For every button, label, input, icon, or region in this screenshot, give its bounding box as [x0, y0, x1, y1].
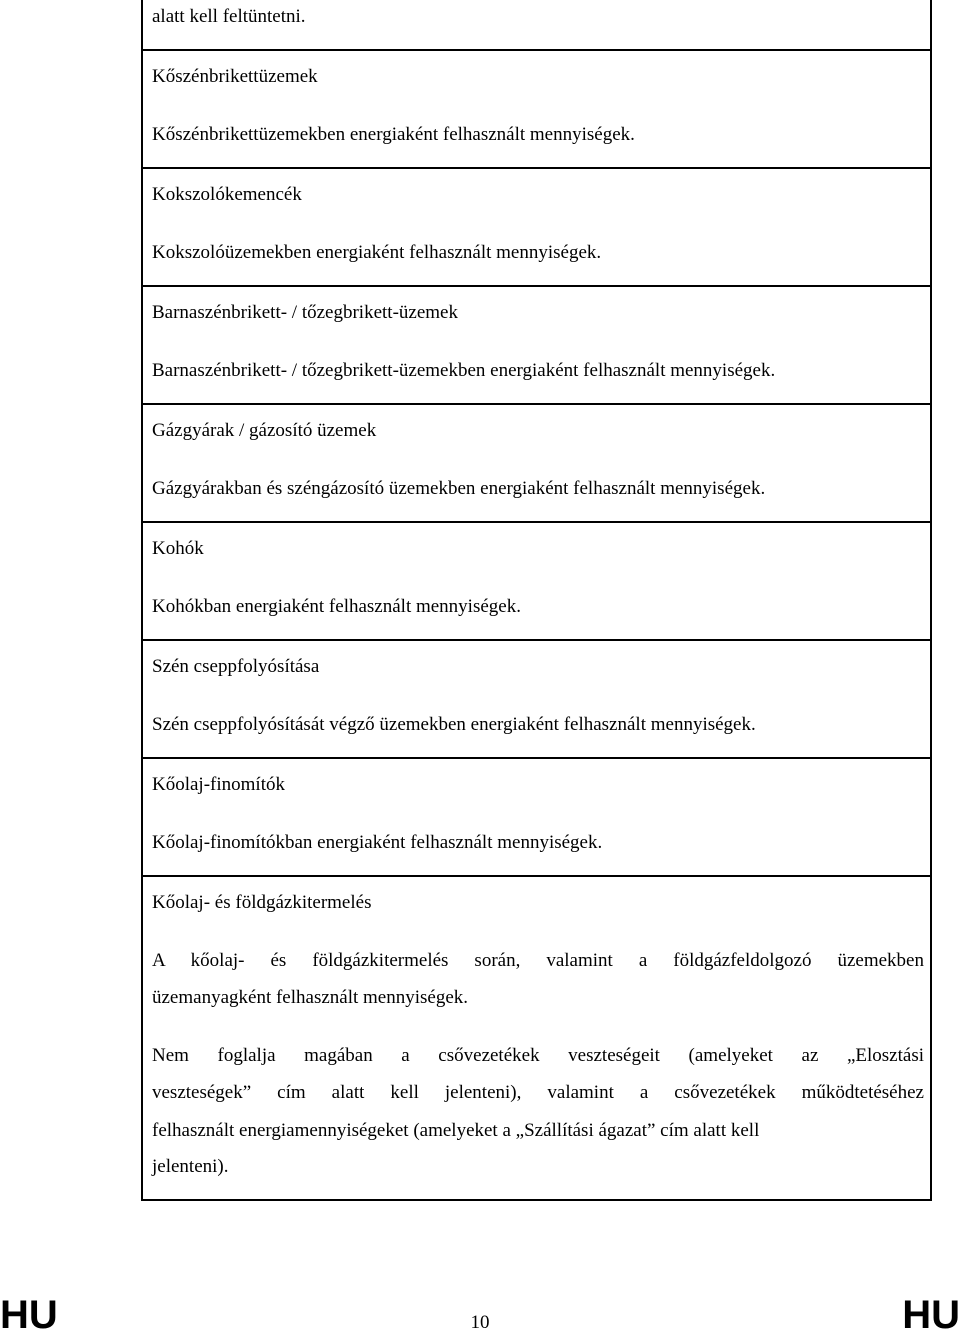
section-szen-cseppfolyositasa	[143, 639, 930, 757]
definitions-table	[141, 0, 932, 1201]
section-heading: Kokszolókemencék	[152, 184, 302, 205]
section-body: Barnaszénbrikett- / tőzegbrikett-üzemekben energiaként felhasznált mennyiségek.	[152, 360, 776, 381]
paragraph-line: A kőolaj- és földgázkitermelés során, valamint a földgázfeldolgozó üzemekben	[152, 950, 924, 971]
continuation-text: alatt kell feltüntetni.	[152, 6, 306, 27]
section-body: Kokszolóüzemekben energiaként felhasznált mennyiségek.	[152, 242, 602, 263]
footer-language-code-right: HU	[902, 1293, 960, 1337]
footer-language-code-left: HU	[0, 1293, 58, 1337]
section-body: Kőolaj-finomítókban energiaként felhasznált mennyiségek.	[152, 832, 603, 853]
section-heading: Gázgyárak / gázosító üzemek	[152, 420, 377, 441]
section-heading: Kőolaj- és földgázkitermelés	[152, 892, 372, 913]
paragraph-line: jelenteni).	[152, 1156, 229, 1177]
section-body: Szén cseppfolyósítását végző üzemekben energiaként felhasznált mennyiségek.	[152, 714, 756, 735]
section-body: Gázgyárakban és széngázosító üzemekben energiaként felhasznált mennyiségek.	[152, 478, 766, 499]
section-heading: Kohók	[152, 538, 204, 559]
paragraph-line: felhasznált energiamennyiségeket (amelyeket a „Szállítási ágazat” cím alatt kell	[152, 1120, 760, 1141]
section-koolaj-finomitok	[143, 757, 930, 875]
section-heading: Kőolaj-finomítók	[152, 774, 285, 795]
section-heading: Kőszénbrikettüzemek	[152, 66, 318, 87]
section-heading: Barnaszénbrikett- / tőzegbrikett-üzemek	[152, 302, 458, 323]
section-gazgyarak	[143, 403, 930, 521]
section-kohok	[143, 521, 930, 639]
section-barnaszenbrikett	[143, 285, 930, 403]
section-koolaj-es-foldgazkitermeles	[143, 875, 930, 1201]
paragraph-line: veszteségek” cím alatt kell jelenteni), valamint a csővezetékek működtetéséhez	[152, 1082, 924, 1103]
section-heading: Szén cseppfolyósítása	[152, 656, 320, 677]
section-kokszolokemencek	[143, 167, 930, 285]
page-number: 10	[470, 1312, 490, 1333]
paragraph-line: üzemanyagként felhasznált mennyiségek.	[152, 987, 469, 1008]
continuation-row	[143, 0, 930, 49]
section-kőszénbrikettüzemek	[143, 49, 930, 167]
section-body: Kőszénbrikettüzemekben energiaként felhasznált mennyiségek.	[152, 124, 635, 145]
paragraph-line: Nem foglalja magában a csővezetékek veszteségeit (amelyeket az „Elosztási	[152, 1045, 924, 1066]
section-body: Kohókban energiaként felhasznált mennyiségek.	[152, 596, 521, 617]
